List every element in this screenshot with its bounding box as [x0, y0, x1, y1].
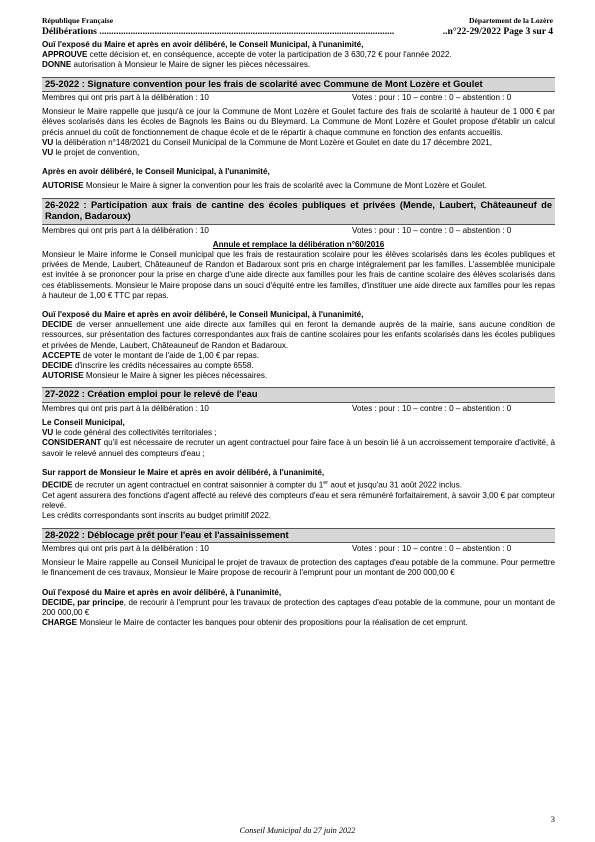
- header-republique: République Française: [42, 16, 114, 25]
- conseil-heading: Le Conseil Municipal,: [42, 418, 125, 428]
- vote-line: [42, 226, 555, 237]
- carryover-donne: DONNE autorisation à Monsieur le Maire de signer les pièces nécessaires.: [42, 60, 311, 70]
- vote-line: [42, 404, 555, 415]
- header-departement: Département de la Lozère: [469, 16, 553, 25]
- carryover-intro: Ouï l'exposé du Maire et après en avoir délibéré, le Conseil Municipal, à l'unanimité,: [42, 40, 364, 49]
- decide-clause: DECIDE, par principe, de recourir à l'emprunt pour les travaux de protection des captages d'eau potable de la commune, pour un montant de 200 000,00 €: [42, 597, 556, 617]
- charge-clause: CHARGE Monsieur le Maire de contacter les banques pour obtenir des propositions pour la réalisation de cet emprunt.: [42, 618, 468, 628]
- deliberation-intro: Sur rapport de Monsieur le Maire et après en avoir délibéré, à l'unanimité,: [42, 467, 325, 477]
- carryover-approuve: APPROUVE cette décision et, en conséquence, accepte de voter la participation de 3 630,72 € pour l'année 2022.: [42, 50, 452, 60]
- vu-clause: VU la délibération n°148/2021 du Conseil Municipal de la Commune de Mont Lozère et Goulet en date du 17 décembre 2021,: [42, 137, 493, 147]
- accepte-clause: ACCEPTE de voter le montant de l'aide de 1,00 € par repas.: [42, 350, 260, 360]
- page-footer: Conseil Municipal du 27 juin 2022: [239, 826, 356, 835]
- deliberation-intro: Après en avoir délibéré, le Conseil Municipal, à l'unanimité,: [42, 167, 270, 177]
- header-deliberations: Délibérations ...........................................................................................................................: [42, 26, 395, 37]
- section-title-26-2022: 26-2022 : Participation aux frais de cantine des écoles publiques et privées (Mende, Laubert, Châteauneuf de Randon, Badaroux): [42, 198, 555, 225]
- page-number: 3: [550, 814, 555, 824]
- section-title-28-2022: 28-2022 : Déblocage prêt pour l'eau et l'assainissement: [42, 528, 555, 544]
- vote-members: Membres qui ont pris part à la délibération : 10: [42, 404, 209, 414]
- document-body: [42, 40, 555, 628]
- decide-clause: DECIDE de recruter un agent contractuel en contrat saisonnier à compter du 1er aout et jusqu'au 31 août 2022 inclus.: [42, 480, 462, 490]
- vote-results: Votes : pour : 10 – contre : 0 – abstention : 0: [352, 404, 512, 414]
- annule-note: Annule et remplace la délibération n°60/2016: [212, 239, 385, 249]
- vote-results: Votes : pour : 10 – contre : 0 – abstention : 0: [352, 544, 512, 554]
- decide-clause: DECIDE de verser annuellement une aide directe aux familles qui en feront la demande auprès de la mairie, sans aucune condition de ressources, sur présentation des factures correspondantes aux frais de cantine scolaires pour les enfants scolarisés dans les écoles publiques et privées de Mende, Laubert, Châteauneuf de Randon et Badaroux.: [42, 320, 555, 350]
- paragraph: Monsieur le Maire rappelle au Conseil Municipal le projet de travaux de protection des captages d'eau potable de la commune. Pour permettre le financement de ces travaux, Monsieur le Maire propose de recourir à l'emprunt pour un montant de 200 000,00 €: [42, 558, 555, 578]
- decide-clause: DECIDE d'inscrire les crédits nécessaires au compte 6558.: [42, 361, 254, 371]
- deliberations-header: [42, 26, 553, 39]
- vu-clause: VU le projet de convention,: [42, 148, 140, 158]
- considerant-clause: CONSIDERANT qu'il est nécessaire de recruter un agent contractuel pour faire face à un besoin lié à un accroissement temporaire d'activité, à savoir le relevé annuel des compteurs d'eau ;: [42, 438, 555, 458]
- vote-results: Votes : pour : 10 – contre : 0 – abstention : 0: [352, 93, 512, 103]
- paragraph: Monsieur le Maire informe le Conseil municipal que les frais de restauration scolaire pour les élèves scolarisés dans les écoles publiques et privées de Mende, Laubert, Châteauneuf de Randon et Badaroux sont pris en charge intégralement par les familles. L'assemblée municipale est invitée à se prononcer pour la prise en charge d'une aide directe aux familles pour les frais de cantine scolaire des élèves scolarisés dans ces établissements. Monsieur le Maire propose dans un souci d'équité entre les familles, d'instituer une aide directe aux familles pour les repas à hauteur de 1,00 € TTC par repas.: [42, 250, 555, 300]
- paragraph: Les crédits correspondants sont inscrits au budget primitif 2022.: [42, 511, 271, 521]
- vote-line: [42, 544, 555, 555]
- vote-members: Membres qui ont pris part à la délibération : 10: [42, 544, 209, 554]
- autorise-clause: AUTORISE Monsieur le Maire à signer les pièces nécessaires.: [42, 371, 268, 381]
- vote-members: Membres qui ont pris part à la délibération : 10: [42, 93, 209, 103]
- autorise-clause: AUTORISE Monsieur le Maire à signer la convention pour les frais de scolarité avec la Commune de Mont Lozère et Goulet.: [42, 181, 487, 191]
- deliberation-intro: Ouï l'exposé du Maire et après en avoir délibéré, le Conseil Municipal, à l'unanimité,: [42, 310, 364, 320]
- section-title-25-2022: 25-2022 : Signature convention pour les frais de scolarité avec Commune de Mont Lozère et Goulet: [42, 77, 555, 93]
- paragraph: Cet agent assurera des fonctions d'agent affecté au relevé des compteurs d'eau et sera rémunéré forfaitairement, à savoir 3,00 € par compteur relevé.: [42, 490, 555, 511]
- vu-clause: VU le code général des collectivités territoriales ;: [42, 428, 217, 438]
- header-page-ref: ..n°22-29/2022 Page 3 sur 4: [442, 26, 553, 37]
- deliberation-intro: Ouï l'exposé du Maire et après en avoir délibéré, à l'unanimité,: [42, 587, 282, 597]
- vote-line: [42, 93, 555, 104]
- vote-results: Votes : pour : 10 – contre : 0 – abstention : 0: [352, 225, 512, 235]
- vote-members: Membres qui ont pris part à la délibération : 10: [42, 225, 209, 235]
- section-title-27-2022: 27-2022 : Création emploi pour le relevé de l'eau: [42, 387, 555, 403]
- paragraph: Monsieur le Maire rappelle que jusqu'à ce jour la Commune de Mont Lozère et Goulet facture des frais de scolarité à hauteur de 1 000 € par élèves scolarisés dans les écoles de Bagnols les Bains ou du Bleymard. La Commune de Mont Lozère et Goulet propose d'établir un calcul précis annuel du coût de fonctionnement de chaque école et de le répartir à chaque commune en fonction des enfants accueillis.: [42, 107, 555, 137]
